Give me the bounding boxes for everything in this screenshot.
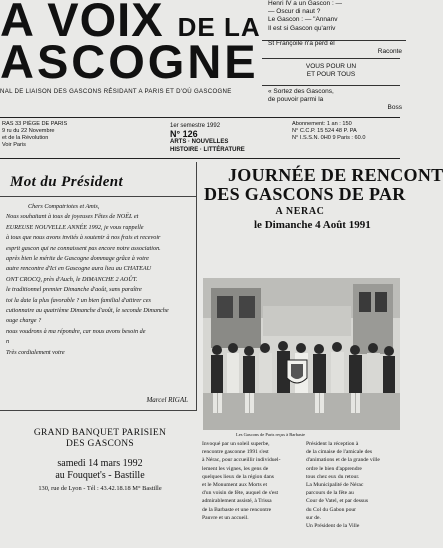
- journee-title-line1: JOURNÉE DE RENCONT: [228, 165, 443, 185]
- president-signature: Marcel RIGAL: [146, 396, 188, 404]
- article-line: quelques lieux de la région dans: [202, 473, 274, 480]
- band-address-line: RAS 33 PIÈGE DE PARIS: [2, 121, 68, 127]
- issue-number: N° 126: [170, 129, 198, 139]
- president-message-line: Nous souhaitant à tous de joyeuses Fêtes de NOËL et: [6, 213, 139, 221]
- sidebox-quote-line: Boss: [387, 104, 402, 112]
- article-line: admirablement assisté, à Trissa: [202, 498, 272, 505]
- masthead: [0, 0, 261, 100]
- article-columns: [202, 440, 400, 548]
- band-address-line: 9 ru du 22 Novembre: [2, 128, 55, 134]
- divider: [0, 196, 196, 197]
- banquet-announcement: [0, 428, 200, 493]
- info-band: [0, 117, 400, 159]
- article-line: Pauvre et un accueil.: [202, 514, 249, 521]
- president-message-line: EUREUSE NOUVELLE ANNÉE 1992, je vous rappelle: [6, 223, 144, 231]
- article-line: Président la réception à: [306, 441, 359, 447]
- band-address-line: et de la Révolution: [2, 135, 49, 141]
- banquet-venue: au Fouquet's - Bastille: [55, 470, 145, 481]
- group-photo-illustration: [203, 278, 400, 430]
- issue-rubric: ARTS · NOUVELLES: [170, 139, 229, 145]
- article-column-1: [202, 440, 294, 522]
- president-message-line: le traditionnel premier Dimanche d'août, sans paraître: [6, 286, 142, 294]
- journee-date: le Dimanche 4 Août 1991: [254, 219, 371, 231]
- group-photo: [203, 278, 400, 430]
- president-message-body: [6, 202, 192, 358]
- president-message-line: Chers Compatriotes et Amis,: [28, 203, 100, 210]
- article-line: rencontre gasconne 1991 s'est: [202, 449, 269, 456]
- issue-date: 1er semestre 1992: [170, 123, 221, 129]
- article-line: sur de.: [306, 514, 321, 521]
- president-message-line: cutionnaire au quatrième Dimanche d'août, le seconde Dimanche: [6, 307, 169, 315]
- banquet-line: DES GASCONS: [66, 439, 134, 449]
- president-message-line: toi la date la plus favorable ? un bien familial d'attirer ces: [6, 296, 151, 304]
- president-message-line: ouge charge ?: [6, 317, 42, 325]
- masthead-tagline: NAL DE LIAISON DES GASCONS RÉSIDANT A PARIS ET D'OÙ GASCOGNE: [0, 88, 232, 95]
- president-message-line: à tous que nous avons invités à soutenir à nos frais et recevoir: [6, 234, 161, 242]
- president-message-line: n: [6, 338, 10, 346]
- article-line: La Municipalité de Nérac: [306, 482, 364, 489]
- article-line: d'animations et de la grande ville: [306, 457, 380, 464]
- masthead-title-line2: ASCOGNE: [0, 35, 259, 88]
- sidebox-line: St Françoile n'a perd él: [268, 40, 335, 47]
- sidebox-line: Henri IV a un Gascon : —: [268, 0, 343, 7]
- band-subscription-line: N° I.S.S.N. 0H0 9 Paris : 60.0: [292, 135, 366, 141]
- president-message-line: après bien le mérite de Gascogne dommage grâce à votre: [6, 255, 149, 263]
- president-message-line: nous voudrons à ma répondre, car nous avons besoin de: [6, 327, 146, 335]
- title-part-a: A VOIX: [0, 0, 164, 46]
- article-column-2: [306, 440, 398, 530]
- banquet-address: 130, rue de Lyon - Tél : 43.42.18.18 M° Bastille: [38, 485, 162, 492]
- president-message-line: esprit gascon qui ne connaissent pas encore notre association.: [6, 244, 161, 252]
- article-line: de la cimaise de l'amicale des: [306, 449, 373, 456]
- sidebox-motto-line: ET POUR TOUS: [306, 71, 356, 79]
- article-line: de la Barbaste et une rencontre: [202, 506, 272, 513]
- issue-rubric: HISTOIRE · LITTÉRATURE: [170, 147, 245, 153]
- sidebox-quote: [262, 88, 406, 112]
- sidebox-line: Le Gascon : — "Annanv: [268, 16, 338, 24]
- band-issue-info: [170, 122, 280, 154]
- sidebox-motto-line: VOUS POUR UN: [305, 63, 357, 70]
- journee-place: A NERAC: [275, 206, 325, 217]
- article-line: Cour de Vatel, et par dessus: [306, 498, 369, 505]
- sidebox-line: — Oscur di naut ?: [268, 8, 321, 16]
- band-subscription: [292, 121, 400, 142]
- sidebox-anecdotes: [262, 0, 406, 41]
- sidebox-quote-line: « Sortez des Gascons,: [268, 88, 334, 95]
- president-message-line: autre rencontre d'Ici en Gascogne aura lieu au CHATEAU: [6, 265, 152, 273]
- article-line: d'un voisin de fête, auquel de s'est: [202, 490, 279, 497]
- journee-title-line2: DES GASCONS DE PAR: [204, 184, 406, 204]
- banquet-date: samedi 14 mars 1992: [57, 458, 143, 469]
- article-line: lement les vignes, les gens de: [202, 465, 269, 472]
- president-message-title: Mot du Président: [10, 174, 124, 190]
- article-line: tous chez eux du retour.: [306, 473, 360, 480]
- sidebox-anecdotes-cont: [262, 40, 406, 56]
- band-address: [2, 121, 102, 149]
- band-address-line: Voir Paris: [2, 142, 26, 148]
- title-part-de-la: DE LA: [177, 12, 261, 42]
- article-line: Un Président de la Ville: [306, 523, 360, 530]
- president-message: [0, 162, 197, 411]
- sidebox-motto: [262, 58, 400, 86]
- president-message-line: ONT CROCQ, près d'Auch, le DIMANCHE 2 AOÛT.: [6, 275, 138, 283]
- sidebox-line: Il est si Gascon qu'arriv: [268, 24, 336, 32]
- article-line: Invoqué par un soleil superbe,: [202, 441, 270, 447]
- article-line: ordre le bien d'apprendre: [306, 465, 362, 472]
- sidebox-line: Raconte: [377, 48, 402, 56]
- sidebox-quote-line: de pouvoir parmi la: [268, 96, 324, 104]
- article-line: parcours de la fête au: [306, 490, 354, 497]
- article-line: à Nérac, pour accueillir individuel-: [202, 457, 281, 464]
- president-message-line: Très cordialement votre: [6, 348, 65, 356]
- banquet-line: GRAND BANQUET PARISIEN: [33, 428, 167, 438]
- article-line: et le Monument aux Morts et: [202, 482, 268, 489]
- article-line: du Col du Gabon pour: [306, 506, 357, 513]
- band-subscription-line: Abonnement: 1 an : 150: [292, 121, 352, 127]
- photo-caption: Les Gascons de Paris reçus à Barbaste: [236, 432, 305, 437]
- band-subscription-line: N° C.C.P. 15 524 48 P. PA: [292, 128, 357, 134]
